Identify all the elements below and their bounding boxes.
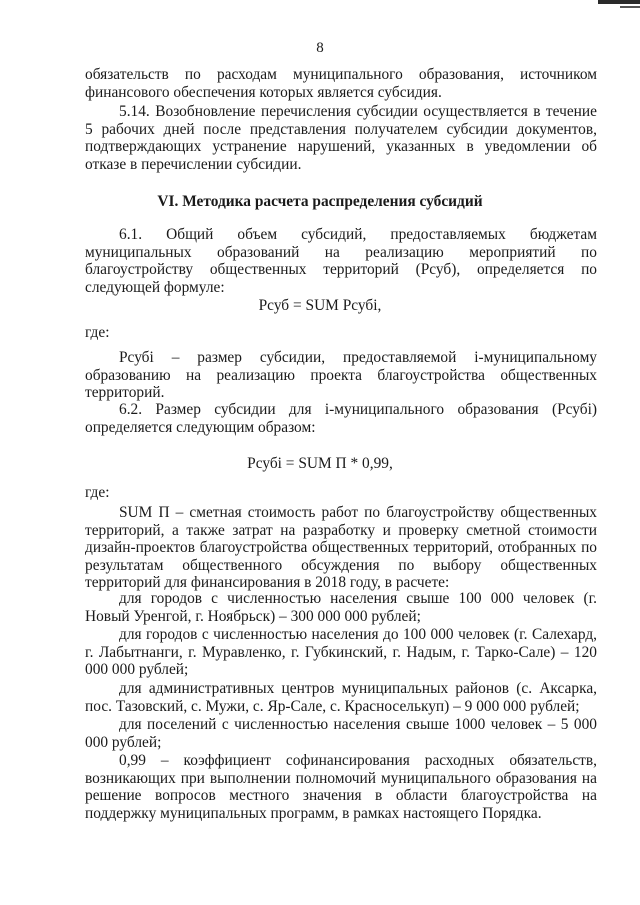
- paragraph-6-2: 6.2. Размер субсидии для i-муниципального образования (Рсубi) определяется следующим образом:: [85, 401, 597, 436]
- list-item-settlements: для поселений с численностью населения свыше 1000 человек – 5 000 000 рублей;: [85, 716, 597, 751]
- list-item-admin-centers: для административных центров муниципальных районов (с. Аксарка, пос. Тазовский, с. Мужи, с. Яр-Сале, с. Красноселькуп) – 9 000 000 рублей;: [85, 680, 597, 715]
- where-label: где:: [85, 484, 110, 501]
- definition-sum-p: SUM П – сметная стоимость работ по благоустройству общественных территорий, а также затрат на разработку и проверку сметной стоимости дизайн-проектов благоустройства общественных территорий, отобранных по результатам общественного обсуждения по выбору общественных территорий для финансирования в 2018 году, в расчете:: [85, 504, 597, 592]
- definition-rsub-i: Рсубi – размер субсидии, предоставляемой i-муниципальному образованию на реализацию проекта благоустройства общественных территорий.: [85, 349, 597, 402]
- paragraph-continuation: обязательств по расходам муниципального образования, источником финансового обеспечения которых является субсидия.: [85, 66, 597, 101]
- list-item-small-cities: для городов с численностью населения до 100 000 человек (г. Салехард, г. Лабытнанги, г. Муравленко, г. Губкинский, г. Надым, г. Тарко-Сале) – 120 000 000 рублей;: [85, 626, 597, 679]
- paragraph-5-14: 5.14. Возобновление перечисления субсидии осуществляется в течение 5 рабочих дней после представления получателем субсидии документов, подтверждающих устранение нарушений, указанных в уведомлении об отказе в перечислении субсидии.: [85, 103, 597, 173]
- definition-coefficient: 0,99 – коэффициент софинансирования расходных обязательств, возникающих при выполнении полномочий муниципального образования на решение вопросов местного значения в области благоустройства на поддержку муниципальных программ, в рамках настоящего Порядка.: [85, 752, 597, 822]
- paragraph-6-1: 6.1. Общий объем субсидий, предоставляемых бюджетам муниципальных образований на реализацию мероприятий по благоустройству общественных территорий (Рсуб), определяется по следующей формуле:: [85, 226, 597, 296]
- scan-edge-mark: [620, 6, 640, 8]
- section-heading: VI. Методика расчета распределения субсидий: [157, 193, 483, 210]
- formula-subsidy-i: Рсубi = SUM П * 0,99,: [247, 455, 393, 472]
- formula-total-subsidy: Рсуб = SUM Рсубi,: [258, 297, 382, 314]
- page-number: 8: [316, 40, 324, 56]
- where-label: где:: [85, 324, 110, 341]
- list-item-large-cities: для городов с численностью населения свыше 100 000 человек (г. Новый Уренгой, г. Ноябрьск) – 300 000 000 рублей;: [85, 590, 597, 625]
- scan-edge-mark: [598, 0, 640, 4]
